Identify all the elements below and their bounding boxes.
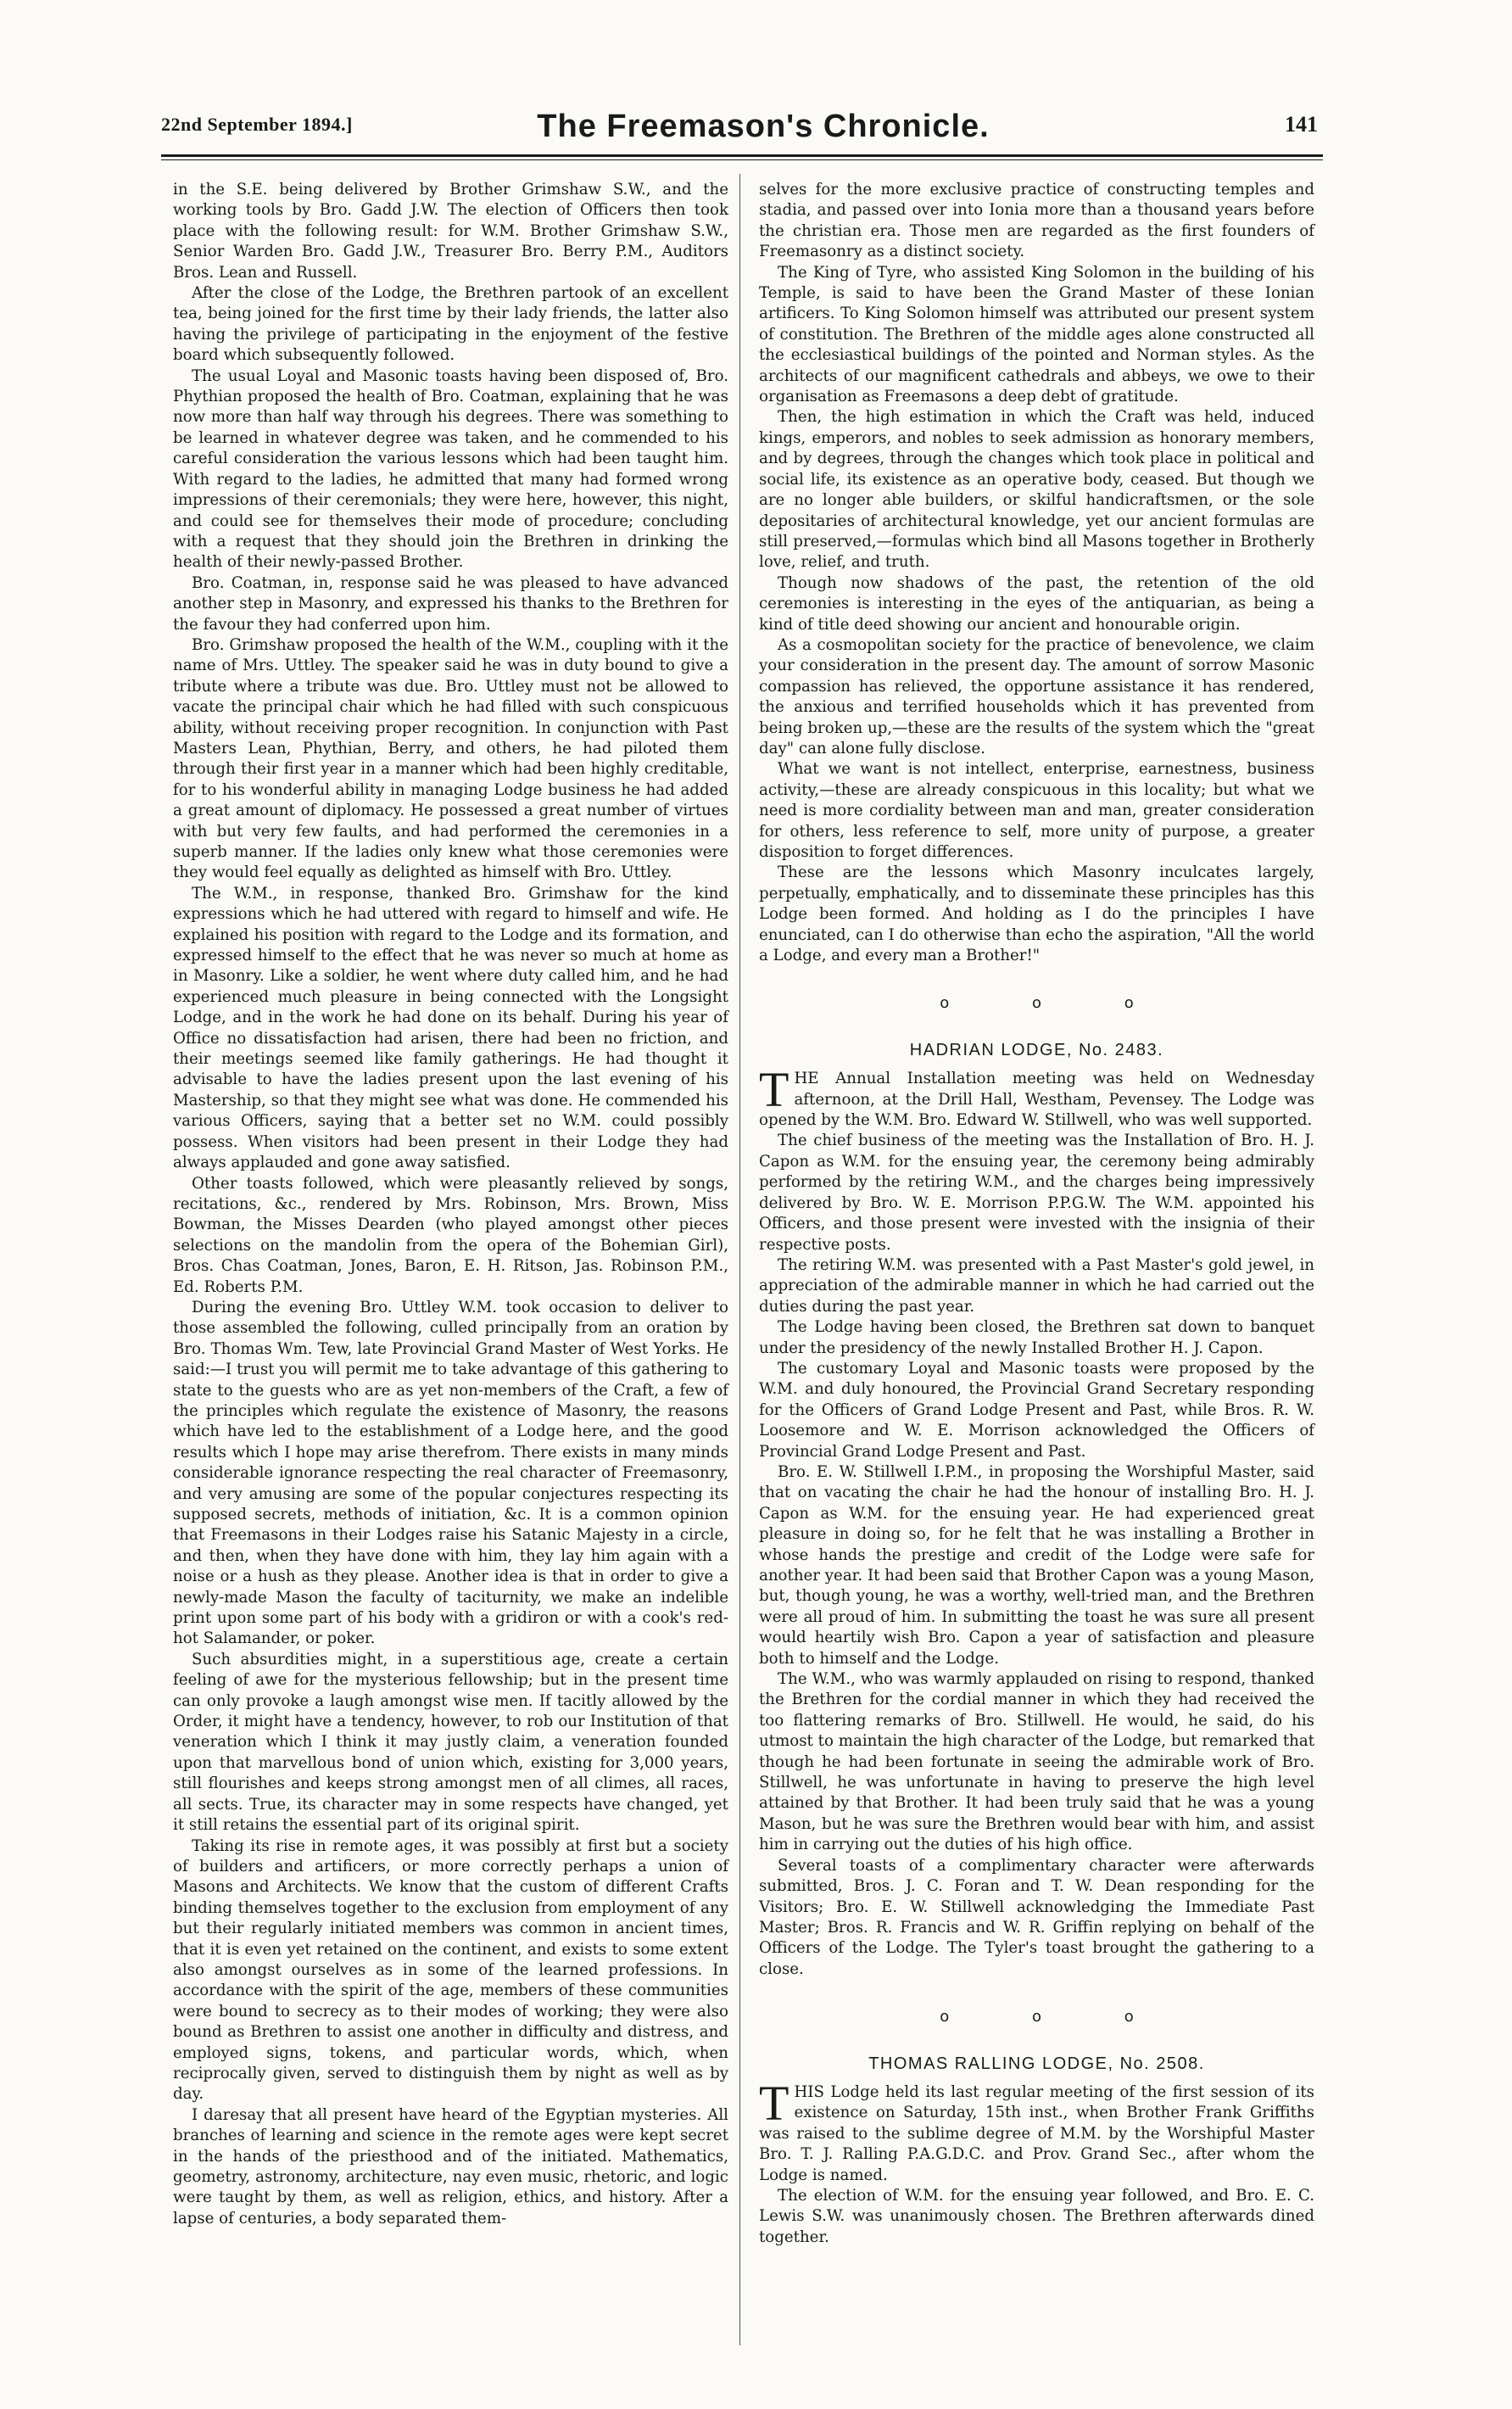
article-paragraph: Then, the high estimation in which the Craft was held, induced kings, emperors, and nobles to seek admission as honorary members, and by degrees, through the changes which took place in political and social life, its existence as an operative body, ceased. But though we are no longer able builders, or skilful handicraftsmen, or the sole depositaries of architectural knowledge, yet our ancient formulas are still preserved,—formulas which bind all Masons together in Brotherly love, relief, and truth. — [759, 408, 1314, 572]
article-paragraph: The customary Loyal and Masonic toasts were proposed by the W.M. and duly honoured, the Provincial Grand Secretary responding for the Officers of Grand Lodge Present and Past, while Bros. R. W. Loosemore and W. E. Morrison acknowledged the Officers of Provincial Grand Lodge Present and Past. — [759, 1359, 1314, 1461]
publication-title: The Freemason's Chronicle. — [537, 109, 990, 144]
hadrian-lodge-heading: HADRIAN LODGE, No. 2483. — [909, 1040, 1164, 1059]
lead-text: HIS Lodge held its last regular meeting of the first session of its existence on Saturday, 15th inst., when Brother Frank Griffiths was raised to the sublime degree of M.M. by the Worshipful Master Bro. T. J. Ralling P.A.G.D.C. and Prov. Grand Sec., after whom the Lodge is named. — [759, 2082, 1314, 2184]
article-paragraph: The King of Tyre, who assisted King Solomon in the building of his Temple, is said to have been the Grand Master of these Ionian artificers. To King Solomon himself was attributed our present system of constitution. The Brethren of the middle ages alone constructed all the ecclesiastical buildings of the pointed and Norman styles. As the architects of our magnificent cathedrals and abbeys, we owe to their organisation as Freemasons a deep debt of gratitude. — [759, 263, 1314, 406]
article-paragraph: I daresay that all present have heard of the Egyptian mysteries. All branches of learning and science in the remote ages were kept secret in the hands of the priesthood and of the initiated. Mathematics, geometry, astronomy, architecture, nay even music, rhetoric, and logic were taught by them, as well as religion, ethics, and history. After a lapse of centuries, a body separated them- — [173, 2105, 728, 2227]
page-number: 141 — [1285, 112, 1318, 137]
left-column — [173, 180, 728, 2229]
column-divider — [739, 174, 740, 2345]
article-paragraph: The election of W.M. for the ensuing year followed, and Bro. E. C. Lewis S.W. was unanimously chosen. The Brethren afterwards dined together. — [759, 2186, 1314, 2246]
drop-cap: T — [759, 1062, 789, 1118]
article-paragraph: The W.M., who was warmly applauded on rising to respond, thanked the Brethren for the cordial manner in which they had received the too flattering remarks of Bro. Stillwell. He would, he said, do his utmost to maintain the high character of the Lodge, but remarked that though he had been fortunate in seeing the admirable work of Bro. Stillwell, he was unfortunate in having to preserve the high level attained by that Brother. It had been truly said that he was a young Mason, but he was sure the Brethren would bear with him, and assist him in carrying out the duties of his high office. — [759, 1670, 1314, 1854]
article-paragraph: After the close of the Lodge, the Brethren partook of an excellent tea, being joined for the first time by their lady friends, the latter also having the privilege of participating in the enjoyment of the festive board which subsequently followed. — [173, 284, 728, 365]
article-paragraph: The Lodge having been closed, the Brethren sat down to banquet under the presidency of the newly Installed Brother H. J. Capon. — [759, 1318, 1314, 1357]
drop-cap: T — [759, 2075, 789, 2131]
article-paragraph: Though now shadows of the past, the retention of the old ceremonies is interesting in the eyes of the antiquarian, as being a kind of title deed showing our ancient and honourable origin. — [759, 573, 1314, 634]
article-paragraph: During the evening Bro. Uttley W.M. took occasion to deliver to those assembled the following, culled principally from an oration by Bro. Thomas Wm. Tew, late Provincial Grand Master of West Yorks. He said:—I trust you will permit me to take advantage of this gathering to state to the guests who are as yet non-members of the Craft, a few of the principles which regulate the existence of Masonry, the reasons which have led to the establishment of a Lodge here, and the good results which I hope may arise therefrom. There exists in many minds considerable ignorance respecting the real character of Freemasonry, and very amusing are some of the popular conjectures respecting its supposed secrets, methods of initiation, &c. It is a common opinion that Freemasons in their Lodges raise his Satanic Majesty in a circle, and then, when they have done with him, they lay him again with a noise or a hush as they please. Another idea is that in order to give a newly-made Mason the faculty of taciturnity, we make an indelible print upon some part of his body with a gridiron or with a cook's red-hot Salamander, or poker. — [173, 1298, 728, 1648]
article-paragraph: Bro. E. W. Stillwell I.P.M., in proposing the Worshipful Master, said that on vacating the chair he had the honour of installing Bro. H. J. Capon as W.M. for the ensuing year. He had experienced great pleasure in doing so, for he felt that he was installing a Brother in whose hands the prestige and credit of the Lodge were safe for another year. It had been said that Brother Capon was a young Mason, but, though young, he was a worthy, well-tried man, and the Brethren were all proud of him. In submitting the toast he was sure all present would heartily wish Bro. Capon a year of satisfaction and pleasure both to himself and the Lodge. — [759, 1462, 1314, 1668]
lead-text: HE Annual Installation meeting was held on Wednesday afternoon, at the Drill Hall, Westham, Pevensey. The Lodge was opened by the W.M. Bro. Edward W. Stillwell, who was well supported. — [759, 1070, 1314, 1130]
masthead — [161, 109, 1323, 151]
right-column — [759, 180, 1314, 2248]
masthead-rule — [161, 154, 1323, 157]
article-paragraph: Several toasts of a complimentary character were afterwards submitted, Bros. J. C. Foran and T. W. Dean responding for the Visitors; Bro. E. W. Stillwell acknowledging the Immediate Past Master; Bros. R. Francis and W. R. Griffin replying on behalf of the Officers of the Lodge. The Tyler's toast brought the gathering to a close. — [759, 1856, 1314, 1978]
masthead-rule-thin — [161, 159, 1323, 160]
ralling-lodge-heading: THOMAS RALLING LODGE, No. 2508. — [868, 2054, 1205, 2073]
article-paragraph: Taking its rise in remote ages, it was possibly at first but a society of builders and artificers, or more correctly perhaps a union of Masons and Architects. We know that the custom of different Crafts binding themselves together to the exclusion from employment of any but their regularly initiated members was common in ancient times, that it is even yet retained on the continent, and exists to some extent also amongst ourselves as in some of the learned professions. In accordance with the spirit of the age, members of these communities were bound to secrecy as to their modes of working; they were also bound as Brethren to assist one another in difficulty and distress, and employed signs, tokens, and particular words, which, when reciprocally given, served to distinguish them by night as well as by day. — [173, 1836, 728, 2104]
section-separator: o o o — [940, 994, 1173, 1013]
article-paragraph: What we want is not intellect, enterprise, earnestness, business activity,—these are already conspicuous in this locality; but what we need is more cordiality between man and man, greater consideration for others, less reference to self, more unity of purpose, a greater disposition to forget differences. — [759, 760, 1314, 861]
article-paragraph: selves for the more exclusive practice of constructing temples and stadia, and passed over into Ionia more than a thousand years before the christian era. Those men are regarded as the first founders of Freemasonry as a distinct society. — [759, 181, 1314, 261]
ralling-lead-paragraph — [759, 2075, 1314, 2186]
article-paragraph: These are the lessons which Masonry inculcates largely, perpetually, emphatically, and to disseminate these principles has this Lodge been formed. And holding as I do the principles I have enunciated, can I do otherwise than echo the aspiration, "All the world a Lodge, and every man a Brother!" — [759, 864, 1314, 965]
article-paragraph: The retiring W.M. was presented with a Past Master's gold jewel, in appreciation of the admirable manner in which he had carried out the duties during the past year. — [759, 1255, 1314, 1316]
article-paragraph: Other toasts followed, which were pleasantly relieved by songs, recitations, &c., rendered by Mrs. Robinson, Mrs. Brown, Miss Bowman, the Misses Dearden (who played amongst other pieces selections on the mandolin from the opera of the Bohemian Girl), Bros. Chas Coatman, Jones, Baron, E. H. Ritson, Jas. Robinson P.M., Ed. Roberts P.M. — [173, 1174, 728, 1296]
article-paragraph: The W.M., in response, thanked Bro. Grimshaw for the kind expressions which he had uttered with regard to himself and wife. He explained his position with regard to the Lodge and its formation, and expressed himself to the effect that he was never so much at home as in Masonry. Like a soldier, he went where duty called him, and he had experienced much pleasure in being connected with the Longsight Lodge, and in the work he had done on its behalf. During his year of Office no dissatisfaction had arisen, there had been no friction, and their meetings seemed like family gatherings. He had thought it advisable to have the ladies present upon the last evening of his Mastership, so that they might see what was done. He commended his various Officers, saying that a better set no W.M. could possibly possess. When visitors had been present in their Lodge they had always applauded and gone away satisfied. — [173, 884, 728, 1172]
article-paragraph: Bro. Grimshaw proposed the health of the W.M., coupling with it the name of Mrs. Uttley. The speaker said he was in duty bound to give a tribute where a tribute was due. Bro. Uttley must not be allowed to vacate the principal chair which he had filled with such conspicuous ability, without receiving proper recognition. In conjunction with Past Masters Lean, Phythian, Berry, and others, he had piloted them through their first year in a manner which had been highly creditable, for to his wonderful ability in managing Lodge business he had added a great amount of diplomacy. He possessed a great number of virtues with but very few faults, and had performed the ceremonies in a superb manner. If the ladies only knew what those ceremonies were they would feel equally as delighted as himself with Bro. Uttley. — [173, 635, 728, 882]
issue-date: 22nd September 1894.] — [161, 114, 353, 135]
article-paragraph: The chief business of the meeting was the Installation of Bro. H. J. Capon as W.M. for the ensuing year, the ceremony being admirably performed by the retiring W.M., and the charges being impressively delivered by Bro. W. E. Morrison P.P.G.W. The W.M. appointed his Officers, and those present were invested with the insignia of their respective posts. — [759, 1132, 1314, 1254]
article-paragraph: As a cosmopolitan society for the practice of benevolence, we claim your consideration in the present day. The amount of sorrow Masonic compassion has relieved, the opportune assistance it has rendered, the anxious and terrified households which it has prevented from being broken up,—these are the results of the system which the "great day" can alone fully disclose. — [759, 635, 1314, 757]
section-separator: o o o — [940, 2008, 1173, 2026]
article-paragraph: The usual Loyal and Masonic toasts having been disposed of, Bro. Phythian proposed the health of Bro. Coatman, explaining that he was now more than half way through his degrees. There was something to be learned in whatever degree was taken, and he commended to his careful consideration the various lessons which had been taught him. With regard to the ladies, he admitted that many had formed wrong impressions of their ceremonials; they were here, however, this night, and could see for themselves their mode of procedure; concluding with a request that they should join the Brethren in drinking the health of their newly-passed Brother. — [173, 366, 728, 572]
article-paragraph: in the S.E. being delivered by Brother Grimshaw S.W., and the working tools by Bro. Gadd J.W. The election of Officers then took place with the following result: for W.M. Brother Grimshaw S.W., Senior Warden Bro. Gadd J.W., Treasurer Bro. Berry P.M., Auditors Bros. Lean and Russell. — [173, 181, 728, 282]
article-paragraph: Such absurdities might, in a superstitious age, create a certain feeling of awe for the mysterious fellowship; but in the present time can only provoke a laugh amongst wise men. If tacitly allowed by the Order, it might have a tendency, however, to rob our Institution of that veneration which I think it may justly claim, a veneration founded upon that marvellous bond of union which, existing for 3,000 years, still flourishes and keeps strong amongst men of all climes, all races, all sects. True, its character may in some respects have changed, yet it still retains the essential part of its original spirit. — [173, 1650, 728, 1835]
article-paragraph: Bro. Coatman, in, response said he was pleased to have advanced another step in Masonry, and expressed his thanks to the Brethren for the favour they had conferred upon him. — [173, 573, 728, 634]
hadrian-lead-paragraph — [759, 1062, 1314, 1131]
